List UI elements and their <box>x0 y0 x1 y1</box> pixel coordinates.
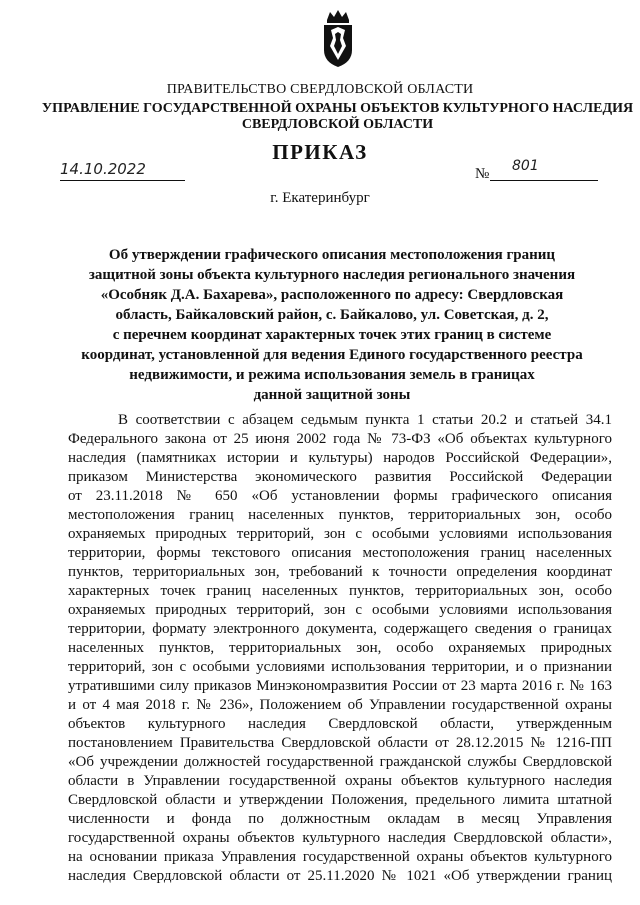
body-line: охраняемых природных территорий, зон с особыми условиями использования <box>68 526 612 542</box>
subject-line: область, Байкаловский район, с. Байкалово, ул. Советская, д. 2, <box>115 307 549 323</box>
department-line: СВЕРДЛОВСКОЙ ОБЛАСТИ <box>241 117 434 132</box>
body-line: наследия (памятниках истории и культуры) народов Российской Федерации», <box>68 450 612 466</box>
body-line: местоположения границ населенных пунктов, территориальных зон, особо <box>68 507 612 523</box>
body-line: территории, формату электронного документа, содержащего сведения о границах <box>68 621 612 637</box>
order-subject <box>72 245 592 405</box>
order-title: ПРИКАЗ <box>272 140 368 164</box>
order-body <box>68 411 612 886</box>
body-line: населенных пунктов, территориальных зон, особо охраняемых природных <box>68 640 612 656</box>
subject-line: данной защитной зоны <box>253 387 411 403</box>
body-line: характерных точек границ населенных пунктов, территориальных зон, особо <box>68 583 612 599</box>
body-line: охраняемых природных территорий, зон с особыми условиями использования <box>68 602 612 618</box>
subject-line: Об утверждении графического описания местоположения границ <box>108 247 556 263</box>
body-line: территорий, зон с особыми условиями использования территории, и о признании <box>68 659 612 675</box>
body-line: приказом Министерства экономического развития Российской Федерации <box>68 469 612 485</box>
subject-line: «Особняк Д.А. Бахарева», расположенного по адресу: Свердловская <box>100 287 564 303</box>
handwritten-date: 14.10.2022 <box>60 160 146 178</box>
subject-line: координат, установленной для ведения Единого государственного реестра <box>81 347 583 363</box>
body-line: Федерального закона от 25 июня 2002 года № 73-ФЗ «Об объектах культурного <box>68 431 612 447</box>
subject-line: недвижимости, и режима использования земель в границах <box>129 367 535 383</box>
date-underline <box>60 180 185 181</box>
department-name <box>40 101 635 133</box>
government-name: ПРАВИТЕЛЬСТВО СВЕРДЛОВСКОЙ ОБЛАСТИ <box>166 82 474 97</box>
number-underline <box>490 180 598 181</box>
number-label: № <box>475 166 490 182</box>
city-name: г. Екатеринбург <box>270 190 370 206</box>
body-line: постановлением Правительства Свердловской области от 28.12.2015 № 1216-ПП <box>68 735 612 751</box>
body-line: на основании приказа Управления государственной охраны объектов культурного <box>68 849 612 865</box>
body-line: утратившими силу приказов Минэкономразвития России от 23 марта 2016 г. № 163 <box>68 678 612 694</box>
coat-of-arms-icon <box>321 10 355 68</box>
body-line: «Об учреждении должностей государственной гражданской службы Свердловской <box>68 754 612 770</box>
body-line: численности и фонда по должностным окладам в месяц Управления <box>68 811 612 827</box>
subject-line: защитной зоны объекта культурного наследия регионального значения <box>88 267 576 283</box>
body-line: и от 4 мая 2018 г. № 236», Положением об Управлении государственной охраны <box>68 697 612 713</box>
body-line: области в Управлении государственной охраны объектов культурного наследия <box>68 773 612 789</box>
body-line: пунктов, территориальных зон, требований к точности определения координат <box>68 564 612 580</box>
body-line: наследия Свердловской области от 25.11.2020 № 1021 «Об утверждении границ <box>68 868 612 884</box>
subject-line: с перечнем координат характерных точек этих границ в системе <box>112 327 552 343</box>
body-line: Свердловской области и утверждении Положения, предельного лимита штатной <box>68 792 612 808</box>
body-line: объектов культурного наследия Свердловской области, утвержденным <box>68 716 612 732</box>
handwritten-number: 801 <box>512 158 539 174</box>
body-line: от 23.11.2018 № 650 «Об установлении формы графического описания <box>68 488 612 504</box>
body-line: В соответствии с абзацем седьмым пункта 1 статьи 20.2 и статьей 34.1 <box>118 412 612 428</box>
department-line: УПРАВЛЕНИЕ ГОСУДАРСТВЕННОЙ ОХРАНЫ ОБЪЕКТОВ КУЛЬТУРНОГО НАСЛЕДИЯ <box>41 101 634 116</box>
body-line: государственной охраны объектов культурного наследия Свердловской области», <box>68 830 612 846</box>
body-line: территории, формы текстового описания местоположения границ населенных <box>68 545 612 561</box>
